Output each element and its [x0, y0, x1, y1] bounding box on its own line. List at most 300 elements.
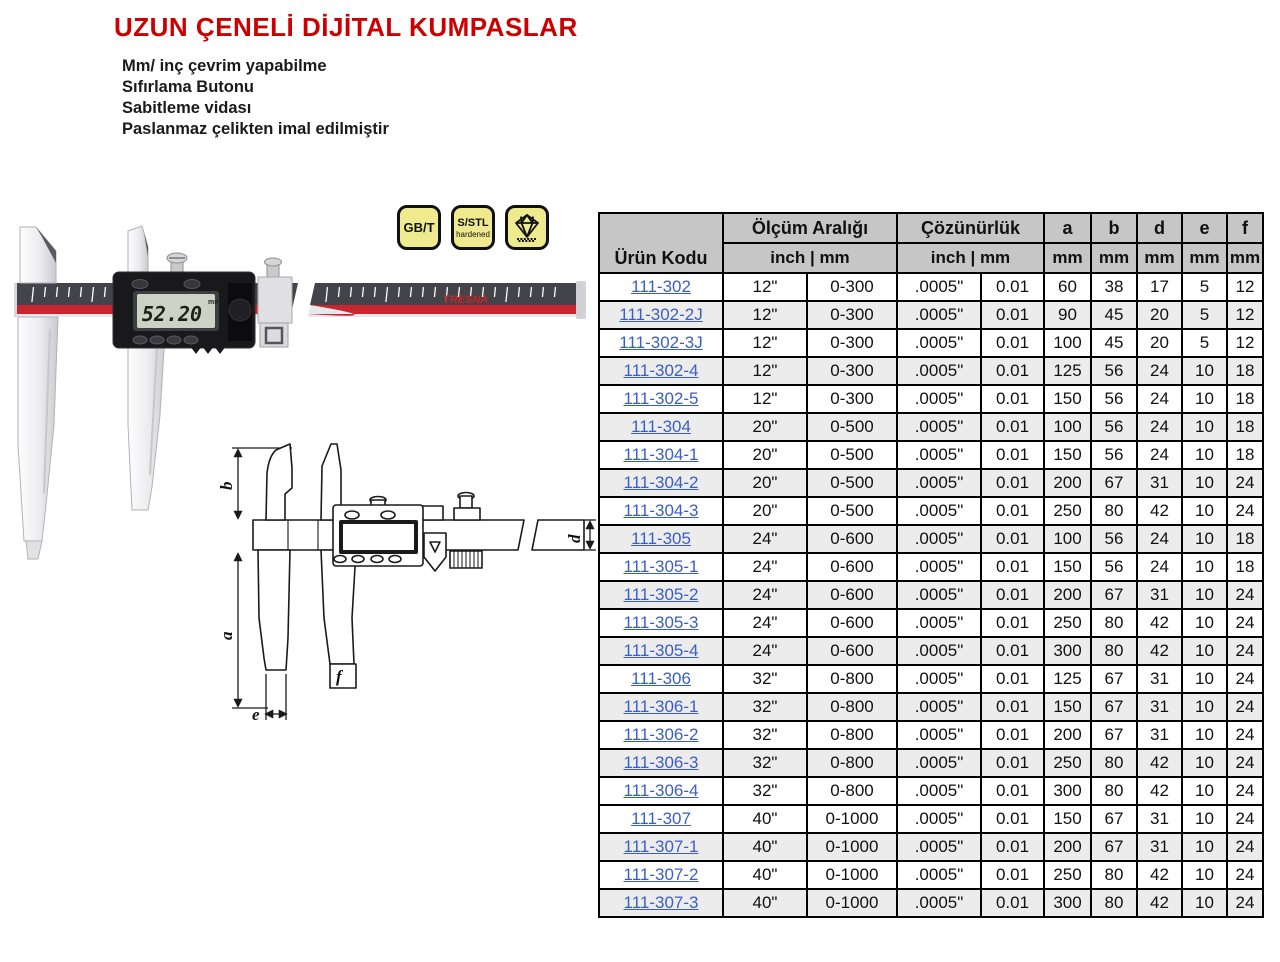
product-code-cell: [599, 525, 723, 553]
spec-cell-inch: 32": [723, 721, 807, 749]
spec-cell-a: 150: [1044, 441, 1091, 469]
spec-cell-d: 31: [1137, 721, 1182, 749]
spec-cell-e: 10: [1182, 749, 1227, 777]
spec-cell-res_mm: 0.01: [981, 301, 1044, 329]
spec-cell-res_mm: 0.01: [981, 385, 1044, 413]
product-code-link[interactable]: 111-302: [631, 277, 691, 296]
product-code-cell: [599, 805, 723, 833]
product-code-cell: [599, 357, 723, 385]
spec-cell-res_inch: .0005": [897, 469, 981, 497]
spec-cell-res_inch: .0005": [897, 637, 981, 665]
spec-cell-res_mm: 0.01: [981, 637, 1044, 665]
spec-cell-e: 10: [1182, 469, 1227, 497]
product-code-link[interactable]: 111-305-4: [623, 641, 699, 660]
table-row: [599, 721, 1263, 749]
spec-cell-mm: 0-300: [807, 329, 897, 357]
subheader-d-unit: mm: [1137, 243, 1182, 273]
spec-cell-e: 5: [1182, 301, 1227, 329]
table-row: [599, 497, 1263, 525]
product-code-link[interactable]: 111-302-3J: [619, 333, 703, 352]
label-b: b: [217, 481, 236, 490]
spec-cell-res_inch: .0005": [897, 301, 981, 329]
spec-cell-a: 250: [1044, 749, 1091, 777]
spec-cell-b: 56: [1091, 525, 1137, 553]
badge-sstl-sublabel: hardened: [456, 229, 490, 239]
spec-cell-inch: 20": [723, 441, 807, 469]
product-code-cell: [599, 273, 723, 301]
spec-cell-d: 31: [1137, 581, 1182, 609]
spec-cell-f: 18: [1227, 553, 1263, 581]
table-row: [599, 833, 1263, 861]
table-row: [599, 805, 1263, 833]
spec-cell-d: 31: [1137, 805, 1182, 833]
spec-cell-inch: 24": [723, 525, 807, 553]
spec-cell-a: 100: [1044, 329, 1091, 357]
spec-cell-mm: 0-500: [807, 497, 897, 525]
spec-cell-a: 125: [1044, 357, 1091, 385]
product-code-cell: [599, 749, 723, 777]
subheader-resolution-units: inch | mm: [897, 243, 1044, 273]
product-code-link[interactable]: 111-305-1: [623, 557, 699, 576]
spec-cell-inch: 24": [723, 581, 807, 609]
spec-cell-a: 90: [1044, 301, 1091, 329]
spec-cell-f: 24: [1227, 693, 1263, 721]
fine-adjust-clamp: [258, 258, 292, 347]
spec-cell-inch: 12": [723, 385, 807, 413]
spec-cell-e: 10: [1182, 665, 1227, 693]
spec-cell-inch: 40": [723, 833, 807, 861]
spec-cell-mm: 0-800: [807, 665, 897, 693]
spec-cell-e: 10: [1182, 413, 1227, 441]
subheader-e-unit: mm: [1182, 243, 1227, 273]
spec-cell-mm: 0-300: [807, 385, 897, 413]
col-header-resolution-group: Çözünürlük: [897, 213, 1044, 243]
product-code-link[interactable]: 111-305-3: [623, 613, 699, 632]
spec-cell-f: 24: [1227, 609, 1263, 637]
spec-cell-res_inch: .0005": [897, 553, 981, 581]
spec-cell-res_inch: .0005": [897, 693, 981, 721]
spec-cell-a: 300: [1044, 777, 1091, 805]
spec-cell-mm: 0-300: [807, 301, 897, 329]
spec-cell-f: 24: [1227, 749, 1263, 777]
spec-cell-d: 24: [1137, 385, 1182, 413]
spec-cell-d: 24: [1137, 525, 1182, 553]
spec-cell-res_mm: 0.01: [981, 889, 1044, 917]
spec-cell-d: 42: [1137, 609, 1182, 637]
spec-cell-res_mm: 0.01: [981, 833, 1044, 861]
product-code-link[interactable]: 111-306-4: [623, 781, 699, 800]
spec-cell-mm: 0-500: [807, 413, 897, 441]
spec-cell-b: 80: [1091, 861, 1137, 889]
spec-cell-res_inch: .0005": [897, 413, 981, 441]
spec-cell-d: 31: [1137, 665, 1182, 693]
product-code-cell: [599, 721, 723, 749]
spec-cell-inch: 24": [723, 609, 807, 637]
spec-cell-inch: 32": [723, 749, 807, 777]
spec-cell-res_mm: 0.01: [981, 665, 1044, 693]
spec-cell-a: 100: [1044, 525, 1091, 553]
badge-gbt-label: GB/T: [403, 220, 435, 235]
table-row: [599, 581, 1263, 609]
spec-cell-f: 18: [1227, 525, 1263, 553]
spec-cell-mm: 0-1000: [807, 805, 897, 833]
spec-cell-e: 10: [1182, 497, 1227, 525]
col-header-product-code: Ürün Kodu: [599, 213, 723, 273]
brand-text: TRESNA: [443, 294, 489, 306]
spec-cell-e: 10: [1182, 441, 1227, 469]
spec-cell-inch: 24": [723, 637, 807, 665]
spec-cell-e: 10: [1182, 889, 1227, 917]
spec-cell-inch: 24": [723, 553, 807, 581]
spec-cell-a: 60: [1044, 273, 1091, 301]
spec-cell-mm: 0-500: [807, 441, 897, 469]
spec-cell-mm: 0-800: [807, 721, 897, 749]
spec-cell-a: 200: [1044, 721, 1091, 749]
fixed-jaw: [18, 227, 58, 559]
digital-display-unit: [113, 272, 255, 354]
product-code-link[interactable]: 111-307-3: [623, 893, 699, 912]
spec-cell-inch: 20": [723, 413, 807, 441]
spec-cell-f: 24: [1227, 469, 1263, 497]
spec-cell-f: 24: [1227, 833, 1263, 861]
label-f: f: [336, 667, 342, 686]
spec-cell-b: 67: [1091, 581, 1137, 609]
spec-cell-d: 24: [1137, 441, 1182, 469]
spec-cell-res_mm: 0.01: [981, 693, 1044, 721]
spec-cell-b: 80: [1091, 637, 1137, 665]
product-code-link[interactable]: 111-302-5: [623, 389, 699, 408]
spec-cell-f: 12: [1227, 329, 1263, 357]
spec-cell-b: 45: [1091, 301, 1137, 329]
spec-cell-a: 200: [1044, 469, 1091, 497]
spec-cell-b: 67: [1091, 805, 1137, 833]
table-row: [599, 301, 1263, 329]
badge-sstl-label: S/STL: [457, 216, 489, 229]
table-row: [599, 693, 1263, 721]
spec-cell-inch: 32": [723, 777, 807, 805]
spec-cell-d: 42: [1137, 749, 1182, 777]
diagram-body: [253, 444, 584, 688]
spec-cell-mm: 0-500: [807, 469, 897, 497]
product-code-cell: [599, 301, 723, 329]
col-header-e: e: [1182, 213, 1227, 243]
product-code-cell: [599, 553, 723, 581]
spec-table-body: [599, 273, 1263, 917]
spec-cell-inch: 32": [723, 693, 807, 721]
spec-cell-b: 67: [1091, 693, 1137, 721]
table-row: [599, 413, 1263, 441]
spec-cell-d: 31: [1137, 693, 1182, 721]
product-code-cell: [599, 469, 723, 497]
spec-cell-f: 12: [1227, 273, 1263, 301]
product-code-cell: [599, 889, 723, 917]
spec-cell-inch: 20": [723, 469, 807, 497]
spec-cell-res_inch: .0005": [897, 609, 981, 637]
spec-cell-e: 10: [1182, 721, 1227, 749]
spec-cell-a: 125: [1044, 665, 1091, 693]
table-row: [599, 525, 1263, 553]
spec-cell-d: 24: [1137, 357, 1182, 385]
page-title: UZUN ÇENELİ DİJİTAL KUMPASLAR: [114, 12, 578, 42]
spec-cell-mm: 0-800: [807, 777, 897, 805]
spec-cell-res_inch: .0005": [897, 749, 981, 777]
spec-cell-b: 67: [1091, 721, 1137, 749]
subheader-a-unit: mm: [1044, 243, 1091, 273]
spec-cell-d: 42: [1137, 889, 1182, 917]
spec-cell-inch: 40": [723, 805, 807, 833]
spec-cell-a: 100: [1044, 413, 1091, 441]
col-header-a: a: [1044, 213, 1091, 243]
spec-cell-res_mm: 0.01: [981, 469, 1044, 497]
spec-cell-b: 56: [1091, 357, 1137, 385]
spec-cell-mm: 0-600: [807, 609, 897, 637]
spec-cell-inch: 12": [723, 357, 807, 385]
spec-cell-inch: 32": [723, 665, 807, 693]
product-code-cell: [599, 833, 723, 861]
product-code-link[interactable]: 111-306-3: [623, 753, 699, 772]
spec-cell-inch: 40": [723, 861, 807, 889]
spec-cell-res_mm: 0.01: [981, 861, 1044, 889]
spec-cell-a: 150: [1044, 805, 1091, 833]
table-row: [599, 665, 1263, 693]
lcd-value: 52.20: [141, 302, 203, 326]
spec-cell-res_mm: 0.01: [981, 357, 1044, 385]
table-row: [599, 469, 1263, 497]
spec-cell-res_inch: .0005": [897, 805, 981, 833]
spec-cell-a: 150: [1044, 693, 1091, 721]
spec-cell-res_mm: 0.01: [981, 581, 1044, 609]
spec-cell-f: 18: [1227, 357, 1263, 385]
spec-cell-e: 10: [1182, 693, 1227, 721]
spec-cell-res_inch: .0005": [897, 833, 981, 861]
product-code-cell: [599, 861, 723, 889]
spec-cell-inch: 12": [723, 301, 807, 329]
spec-cell-e: 10: [1182, 805, 1227, 833]
spec-cell-res_mm: 0.01: [981, 777, 1044, 805]
product-code-link[interactable]: 111-304-1: [623, 445, 699, 464]
product-code-cell: [599, 329, 723, 357]
feature-list: [122, 56, 389, 140]
spec-cell-res_mm: 0.01: [981, 721, 1044, 749]
spec-cell-inch: 20": [723, 497, 807, 525]
product-code-cell: [599, 777, 723, 805]
spec-cell-d: 31: [1137, 469, 1182, 497]
table-row: [599, 357, 1263, 385]
spec-cell-mm: 0-600: [807, 581, 897, 609]
spec-cell-res_mm: 0.01: [981, 525, 1044, 553]
spec-cell-res_mm: 0.01: [981, 497, 1044, 525]
spec-cell-d: 42: [1137, 777, 1182, 805]
spec-cell-e: 5: [1182, 273, 1227, 301]
spec-cell-d: 42: [1137, 637, 1182, 665]
spec-cell-mm: 0-1000: [807, 889, 897, 917]
col-header-b: b: [1091, 213, 1137, 243]
spec-cell-res_inch: .0005": [897, 441, 981, 469]
beam-right-segment: [308, 281, 586, 319]
label-e: e: [252, 705, 260, 724]
product-code-cell: [599, 497, 723, 525]
spec-cell-b: 80: [1091, 609, 1137, 637]
feature-item: Sabitleme vidası: [122, 99, 252, 117]
col-header-d: d: [1137, 213, 1182, 243]
spec-cell-b: 45: [1091, 329, 1137, 357]
spec-cell-inch: 12": [723, 329, 807, 357]
spec-cell-e: 10: [1182, 357, 1227, 385]
product-code-link[interactable]: 111-306-1: [623, 697, 699, 716]
spec-cell-b: 67: [1091, 665, 1137, 693]
spec-cell-a: 200: [1044, 833, 1091, 861]
spec-cell-f: 24: [1227, 889, 1263, 917]
spec-cell-e: 10: [1182, 581, 1227, 609]
jaw-foot-box: [330, 664, 356, 688]
product-code-link[interactable]: 111-306: [631, 669, 691, 688]
spec-cell-b: 80: [1091, 889, 1137, 917]
spec-cell-res_inch: .0005": [897, 329, 981, 357]
feature-item: Sıfırlama Butonu: [122, 78, 255, 96]
product-code-cell: [599, 581, 723, 609]
spec-cell-a: 300: [1044, 637, 1091, 665]
spec-cell-e: 10: [1182, 637, 1227, 665]
spec-cell-res_mm: 0.01: [981, 413, 1044, 441]
spec-cell-mm: 0-300: [807, 273, 897, 301]
spec-cell-b: 56: [1091, 385, 1137, 413]
spec-cell-f: 24: [1227, 721, 1263, 749]
spec-cell-res_inch: .0005": [897, 889, 981, 917]
spec-cell-b: 38: [1091, 273, 1137, 301]
subheader-f-unit: mm: [1227, 243, 1263, 273]
col-header-range-group: Ölçüm Aralığı: [723, 213, 897, 243]
moving-jaw: [128, 226, 166, 510]
spec-cell-a: 250: [1044, 861, 1091, 889]
table-row: [599, 889, 1263, 917]
table-row: [599, 441, 1263, 469]
spec-cell-res_mm: 0.01: [981, 273, 1044, 301]
product-code-cell: [599, 609, 723, 637]
spec-cell-f: 24: [1227, 805, 1263, 833]
spec-cell-b: 80: [1091, 777, 1137, 805]
spec-cell-f: 24: [1227, 777, 1263, 805]
spec-cell-b: 56: [1091, 441, 1137, 469]
lock-screw: [167, 253, 187, 274]
product-code-link[interactable]: 111-306-2: [623, 725, 699, 744]
product-code-link[interactable]: 111-307-2: [623, 865, 699, 884]
product-code-link[interactable]: 111-302-4: [623, 361, 699, 380]
spec-cell-f: 18: [1227, 413, 1263, 441]
spec-cell-a: 250: [1044, 609, 1091, 637]
spec-cell-mm: 0-1000: [807, 833, 897, 861]
spec-cell-res_inch: .0005": [897, 385, 981, 413]
spec-cell-a: 300: [1044, 889, 1091, 917]
spec-cell-d: 31: [1137, 833, 1182, 861]
spec-cell-res_inch: .0005": [897, 581, 981, 609]
spec-cell-e: 5: [1182, 329, 1227, 357]
spec-table: [598, 212, 1264, 918]
spec-cell-d: 42: [1137, 497, 1182, 525]
caliper-diagram: [188, 418, 598, 748]
spec-cell-b: 67: [1091, 833, 1137, 861]
spec-cell-f: 24: [1227, 665, 1263, 693]
spec-cell-a: 200: [1044, 581, 1091, 609]
spec-cell-res_inch: .0005": [897, 665, 981, 693]
spec-cell-e: 10: [1182, 777, 1227, 805]
spec-cell-mm: 0-600: [807, 525, 897, 553]
product-code-cell: [599, 637, 723, 665]
spec-cell-b: 80: [1091, 749, 1137, 777]
feature-item: Paslanmaz çelikten imal edilmiştir: [122, 120, 389, 138]
spec-cell-f: 24: [1227, 637, 1263, 665]
spec-cell-res_inch: .0005": [897, 777, 981, 805]
spec-cell-f: 18: [1227, 441, 1263, 469]
spec-cell-res_mm: 0.01: [981, 609, 1044, 637]
spec-cell-res_mm: 0.01: [981, 749, 1044, 777]
product-code-cell: [599, 385, 723, 413]
spec-cell-res_mm: 0.01: [981, 805, 1044, 833]
spec-cell-f: 24: [1227, 581, 1263, 609]
spec-cell-a: 150: [1044, 385, 1091, 413]
spec-cell-e: 10: [1182, 525, 1227, 553]
spec-cell-mm: 0-600: [807, 637, 897, 665]
spec-cell-f: 18: [1227, 385, 1263, 413]
product-code-link[interactable]: 111-304-3: [623, 501, 699, 520]
product-code-cell: [599, 693, 723, 721]
spec-cell-e: 10: [1182, 861, 1227, 889]
spec-cell-res_mm: 0.01: [981, 441, 1044, 469]
spec-cell-d: 24: [1137, 413, 1182, 441]
product-code-link[interactable]: 111-302-2J: [619, 305, 703, 324]
spec-cell-b: 56: [1091, 553, 1137, 581]
spec-cell-e: 10: [1182, 833, 1227, 861]
table-row: [599, 273, 1263, 301]
spec-cell-d: 20: [1137, 329, 1182, 357]
spec-cell-mm: 0-300: [807, 357, 897, 385]
subheader-range-units: inch | mm: [723, 243, 897, 273]
product-code-cell: [599, 413, 723, 441]
spec-cell-d: 17: [1137, 273, 1182, 301]
spec-cell-e: 10: [1182, 385, 1227, 413]
spec-cell-res_inch: .0005": [897, 273, 981, 301]
table-row: [599, 553, 1263, 581]
product-code-link[interactable]: 111-305-2: [623, 585, 699, 604]
spec-cell-mm: 0-800: [807, 749, 897, 777]
table-row: [599, 637, 1263, 665]
spec-cell-f: 12: [1227, 301, 1263, 329]
label-a: a: [217, 631, 236, 640]
product-code-link[interactable]: 111-304-2: [623, 473, 699, 492]
spec-cell-inch: 40": [723, 889, 807, 917]
table-row: [599, 861, 1263, 889]
product-code-link[interactable]: 111-305: [631, 529, 691, 548]
spec-cell-mm: 0-1000: [807, 861, 897, 889]
spec-cell-e: 10: [1182, 609, 1227, 637]
spec-cell-mm: 0-800: [807, 693, 897, 721]
spec-cell-a: 250: [1044, 497, 1091, 525]
feature-item: Mm/ inç çevrim yapabilme: [122, 57, 327, 75]
spec-cell-d: 24: [1137, 553, 1182, 581]
lcd-unit: mm: [208, 299, 221, 306]
table-row: [599, 777, 1263, 805]
spec-cell-res_inch: .0005": [897, 497, 981, 525]
spec-cell-res_mm: 0.01: [981, 329, 1044, 357]
table-row: [599, 385, 1263, 413]
spec-cell-f: 24: [1227, 861, 1263, 889]
spec-cell-mm: 0-600: [807, 553, 897, 581]
spec-cell-res_inch: .0005": [897, 721, 981, 749]
product-code-link[interactable]: 111-304: [631, 417, 691, 436]
table-row: [599, 329, 1263, 357]
product-code-link[interactable]: 111-307-1: [623, 837, 699, 856]
spec-cell-inch: 12": [723, 273, 807, 301]
product-code-link[interactable]: 111-307: [631, 809, 691, 828]
